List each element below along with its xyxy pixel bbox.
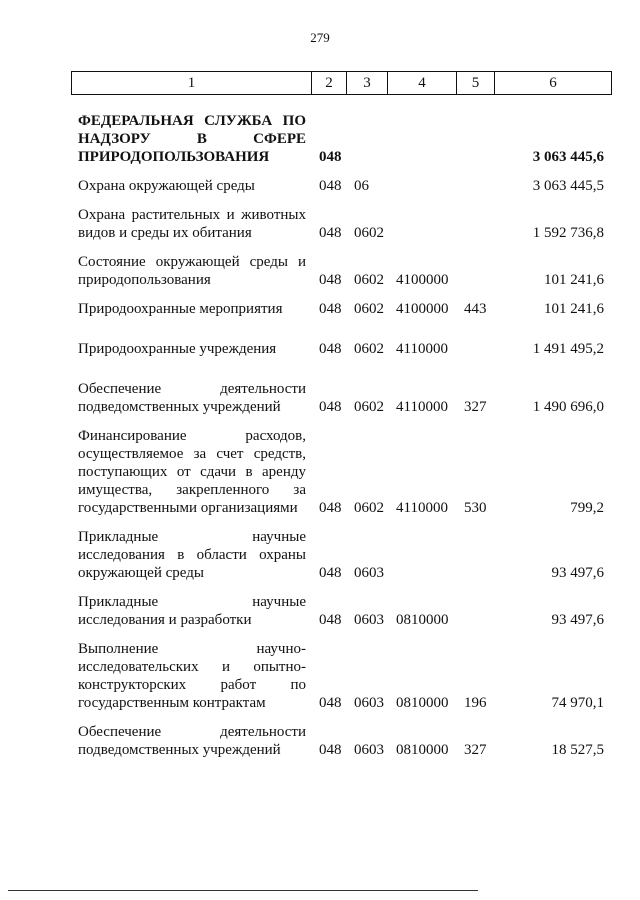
row-name: Прикладные научные исследования в области охраны окружающей среды	[78, 529, 306, 581]
footer-divider	[8, 890, 478, 891]
row-code-article: 4100000	[396, 301, 449, 317]
row-code-section: 0602	[354, 399, 384, 415]
row-code-expense-type: 530	[464, 500, 487, 516]
column-header-1: 1	[72, 72, 312, 95]
row-code-section: 0602	[354, 225, 384, 241]
column-header-5: 5	[457, 72, 495, 95]
row-name: Природоохранные мероприятия	[78, 301, 283, 317]
row-name: Обеспечение деятельности подведомственных учреждений	[78, 724, 306, 758]
row-name: ФЕДЕРАЛЬНАЯ СЛУЖБА ПО НАДЗОРУ В СФЕРЕ ПРИРОДОПОЛЬЗОВАНИЯ	[78, 113, 306, 165]
row-amount: 18 527,5	[551, 742, 604, 758]
row-name: Охрана окружающей среды	[78, 178, 255, 194]
row-code-section: 0603	[354, 742, 384, 758]
column-header-3: 3	[347, 72, 388, 95]
column-header-6: 6	[495, 72, 612, 95]
row-code-section: 0603	[354, 565, 384, 581]
budget-table-body	[0, 112, 640, 770]
page-number: 279	[310, 30, 330, 45]
row-code-ministry: 048	[319, 565, 342, 581]
row-amount: 101 241,6	[544, 301, 604, 317]
row-code-ministry: 048	[319, 399, 342, 415]
table-row	[0, 640, 640, 712]
table-row	[0, 528, 640, 582]
row-code-ministry: 048	[319, 272, 342, 288]
row-amount: 799,2	[570, 500, 604, 516]
row-code-section: 0603	[354, 612, 384, 628]
row-code-section: 0602	[354, 500, 384, 516]
row-name: Выполнение научно-исследовательских и опытно-конструкторских работ по государственным контрактам	[78, 641, 306, 711]
table-row	[0, 340, 640, 358]
row-code-ministry: 048	[319, 742, 342, 758]
row-code-article: 4100000	[396, 272, 449, 288]
table-row	[0, 380, 640, 416]
row-code-expense-type: 327	[464, 742, 487, 758]
row-code-ministry: 048	[319, 149, 342, 165]
row-code-section: 0602	[354, 301, 384, 317]
row-amount: 1 491 495,2	[532, 341, 604, 357]
table-row	[0, 112, 640, 166]
table-row	[0, 593, 640, 629]
table-row	[0, 206, 640, 242]
row-name: Охрана растительных и животных видов и среды их обитания	[78, 207, 306, 241]
row-name: Состояние окружающей среды и природопользования	[78, 254, 306, 288]
row-code-ministry: 048	[319, 500, 342, 516]
row-code-article: 0810000	[396, 612, 449, 628]
row-code-expense-type: 196	[464, 695, 487, 711]
row-code-ministry: 048	[319, 178, 342, 194]
row-code-article: 0810000	[396, 695, 449, 711]
row-code-ministry: 048	[319, 612, 342, 628]
row-amount: 3 063 445,6	[532, 149, 604, 165]
row-code-expense-type: 443	[464, 301, 487, 317]
row-amount: 93 497,6	[551, 565, 604, 581]
row-code-ministry: 048	[319, 695, 342, 711]
row-amount: 93 497,6	[551, 612, 604, 628]
row-code-expense-type: 327	[464, 399, 487, 415]
row-code-section: 0602	[354, 341, 384, 357]
row-code-ministry: 048	[319, 301, 342, 317]
row-amount: 1 592 736,8	[532, 225, 604, 241]
row-name: Прикладные научные исследования и разработки	[78, 594, 306, 628]
row-name: Природоохранные учреждения	[78, 341, 277, 357]
row-code-article: 0810000	[396, 742, 449, 758]
column-header-4: 4	[388, 72, 457, 95]
row-code-article: 4110000	[396, 341, 448, 357]
row-amount: 101 241,6	[544, 272, 604, 288]
row-name: Обеспечение деятельности подведомственных учреждений	[78, 381, 306, 415]
row-code-section: 0602	[354, 272, 384, 288]
row-code-ministry: 048	[319, 225, 342, 241]
table-row	[0, 427, 640, 517]
row-amount: 74 970,1	[551, 695, 604, 711]
table-row	[0, 253, 640, 289]
table-row	[0, 300, 640, 318]
table-row	[0, 723, 640, 759]
row-code-section: 06	[354, 178, 369, 194]
row-code-ministry: 048	[319, 341, 342, 357]
row-code-article: 4110000	[396, 500, 448, 516]
table-row	[0, 177, 640, 195]
row-amount: 3 063 445,5	[532, 178, 604, 194]
row-code-article: 4110000	[396, 399, 448, 415]
table-header	[71, 71, 612, 95]
column-header-2: 2	[312, 72, 347, 95]
row-name: Финансирование расходов, осуществляемое за счет средств, поступающих от сдачи в аренду имущества, закрепленного за государственными организациями	[78, 428, 306, 516]
row-code-section: 0603	[354, 695, 384, 711]
row-amount: 1 490 696,0	[532, 399, 604, 415]
